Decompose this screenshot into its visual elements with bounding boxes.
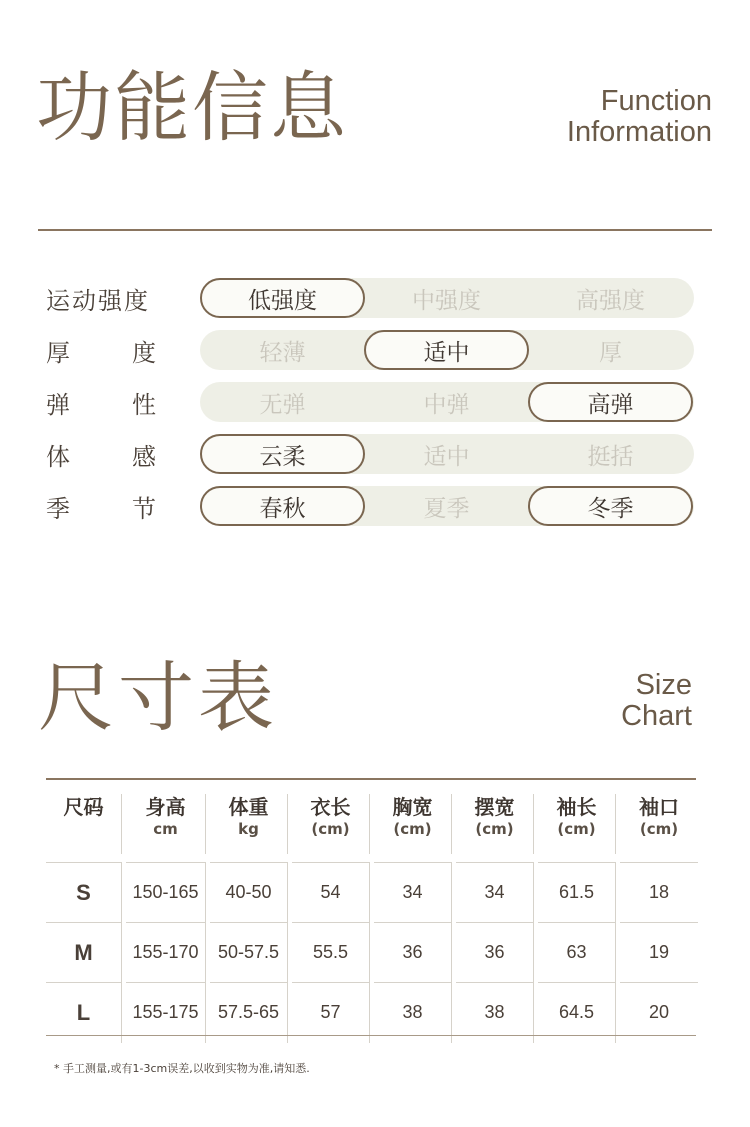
function-row-label-text: 弹: [46, 390, 70, 419]
option-pill: 高强度: [576, 287, 645, 314]
size-title-cn: 尺寸表: [38, 653, 278, 742]
cell-text: 40-50: [225, 882, 272, 902]
size-header-cell: [374, 784, 456, 862]
cell-text: 57: [320, 1002, 341, 1022]
size-header-unit: cm: [153, 820, 178, 838]
size-value-cell: [292, 862, 374, 922]
function-row-label: [46, 382, 156, 422]
size-header-unit: (cm): [639, 820, 679, 838]
option-track: [200, 278, 694, 318]
function-title-en: [567, 86, 712, 148]
measurement-note: * 手工测量,或有1-3cm误差,以收到实物为准,请知悉.: [54, 1062, 310, 1075]
divider-size-bottom: [46, 1035, 696, 1036]
cell-text: 57.5-65: [217, 1002, 280, 1022]
cell-text: 155-170: [132, 942, 199, 962]
size-value-cell: [126, 922, 210, 982]
cell-text: 150-165: [132, 882, 199, 902]
size-value-cell: [620, 982, 702, 1042]
size-header-name: 衣长: [310, 795, 351, 819]
size-value-cell: [292, 922, 374, 982]
size-title-en-line1: Size: [635, 669, 692, 701]
function-row-label: [46, 278, 156, 318]
function-title-cn: 功能信息: [36, 63, 348, 152]
function-row-label: [46, 486, 156, 526]
option-pill: 中弹: [423, 391, 470, 418]
size-label-cell: [46, 862, 126, 922]
table-row: [46, 862, 702, 922]
cell-text: 19: [648, 942, 670, 962]
size-header-unit: (cm): [393, 820, 432, 838]
divider-size-top: [46, 778, 696, 780]
function-row-label-text: 运动强度: [46, 286, 150, 315]
size-header-unit: (cm): [475, 820, 514, 838]
size-header-name: 尺码: [63, 795, 104, 819]
function-row: [0, 434, 750, 474]
size-header-unit: kg: [238, 820, 259, 838]
function-row: [0, 382, 750, 422]
size-header-cell: [538, 784, 620, 862]
option-track: [200, 382, 694, 422]
cell-text: 61.5: [558, 882, 595, 902]
function-row-label-text: 感: [132, 442, 156, 471]
option-track: [200, 434, 694, 474]
size-title-en-line2: Chart: [621, 700, 692, 732]
size-header-cell: [46, 784, 126, 862]
function-title-en-line2: Information: [566, 116, 712, 148]
option-track: [200, 486, 694, 526]
size-value-cell: [374, 922, 456, 982]
size-value-cell: [456, 982, 538, 1042]
function-row-label-text: 度: [132, 338, 156, 367]
size-value-cell: [292, 982, 374, 1042]
size-table: [46, 784, 702, 1042]
size-value-cell: [620, 922, 702, 982]
table-row: [46, 922, 702, 982]
cell-text: 18: [648, 882, 670, 902]
size-value-cell: [374, 862, 456, 922]
cell-text: 36: [402, 942, 423, 962]
size-header-name: 胸宽: [392, 795, 433, 819]
function-row-label-text: 季: [46, 494, 70, 523]
option-pill: 中强度: [412, 287, 481, 314]
function-row-label-text: 厚: [46, 338, 70, 367]
option-pill-selected: 高弹: [528, 382, 693, 422]
cell-text: S: [76, 879, 91, 905]
size-value-cell: [538, 862, 620, 922]
option-pill: 厚: [599, 339, 622, 366]
option-pill: 夏季: [423, 495, 470, 522]
size-value-cell: [456, 922, 538, 982]
size-header-cell: [292, 784, 374, 862]
option-pill-selected: 云柔: [200, 434, 365, 474]
size-header-unit: (cm): [311, 820, 350, 838]
size-title-en: [621, 670, 692, 732]
option-pill-selected: 冬季: [528, 486, 693, 526]
cell-text: 38: [484, 1002, 505, 1022]
size-table-body: [46, 862, 702, 1042]
function-row: [0, 486, 750, 526]
size-label-cell: [46, 982, 126, 1042]
option-track: [200, 330, 694, 370]
function-row: [0, 278, 750, 318]
size-header-cell: [456, 784, 538, 862]
option-pill: 无弹: [259, 391, 306, 418]
function-row-label: [46, 330, 156, 370]
cell-text: 20: [648, 1002, 670, 1022]
size-value-cell: [456, 862, 538, 922]
option-pill-selected: 低强度: [200, 278, 365, 318]
size-table-header: [46, 784, 702, 862]
size-header-name: 袖口: [639, 795, 679, 819]
cell-text: L: [76, 999, 91, 1025]
cell-text: 54: [320, 882, 341, 902]
size-value-cell: [374, 982, 456, 1042]
size-header-name: 摆宽: [474, 795, 515, 819]
cell-text: 34: [402, 882, 423, 902]
cell-text: 155-175: [132, 1002, 199, 1022]
function-row-label: [46, 434, 156, 474]
size-value-cell: [538, 922, 620, 982]
size-value-cell: [126, 862, 210, 922]
size-value-cell: [620, 862, 702, 922]
divider-top: [38, 229, 712, 231]
option-pill-selected: 适中: [364, 330, 529, 370]
option-pill-selected: 春秋: [200, 486, 365, 526]
size-value-cell: [210, 982, 292, 1042]
cell-text: 50-57.5: [217, 942, 280, 962]
function-title-en-line1: Function: [600, 85, 712, 117]
size-label-cell: [46, 922, 126, 982]
option-pill: 挺括: [587, 443, 634, 470]
size-header-name: 体重: [228, 795, 269, 819]
cell-text: 55.5: [312, 942, 349, 962]
function-row-label-text: 性: [132, 390, 156, 419]
cell-text: 64.5: [558, 1002, 595, 1022]
function-row-label-text: 节: [132, 494, 156, 523]
cell-text: 63: [566, 942, 587, 962]
size-header-cell: [620, 784, 702, 862]
function-row: [0, 330, 750, 370]
function-row-label-text: 体: [46, 442, 70, 471]
cell-text: 36: [484, 942, 505, 962]
size-value-cell: [126, 982, 210, 1042]
size-value-cell: [210, 862, 292, 922]
size-header-cell: [126, 784, 210, 862]
option-pill: 适中: [423, 443, 470, 470]
size-value-cell: [538, 982, 620, 1042]
cell-text: 34: [484, 882, 505, 902]
table-row: [46, 982, 702, 1042]
size-header-unit: (cm): [557, 820, 596, 838]
size-header-name: 袖长: [556, 795, 597, 819]
size-value-cell: [210, 922, 292, 982]
option-pill: 轻薄: [259, 339, 306, 366]
cell-text: 38: [402, 1002, 423, 1022]
size-header-name: 身高: [145, 795, 186, 819]
size-header-cell: [210, 784, 292, 862]
cell-text: M: [74, 939, 93, 965]
